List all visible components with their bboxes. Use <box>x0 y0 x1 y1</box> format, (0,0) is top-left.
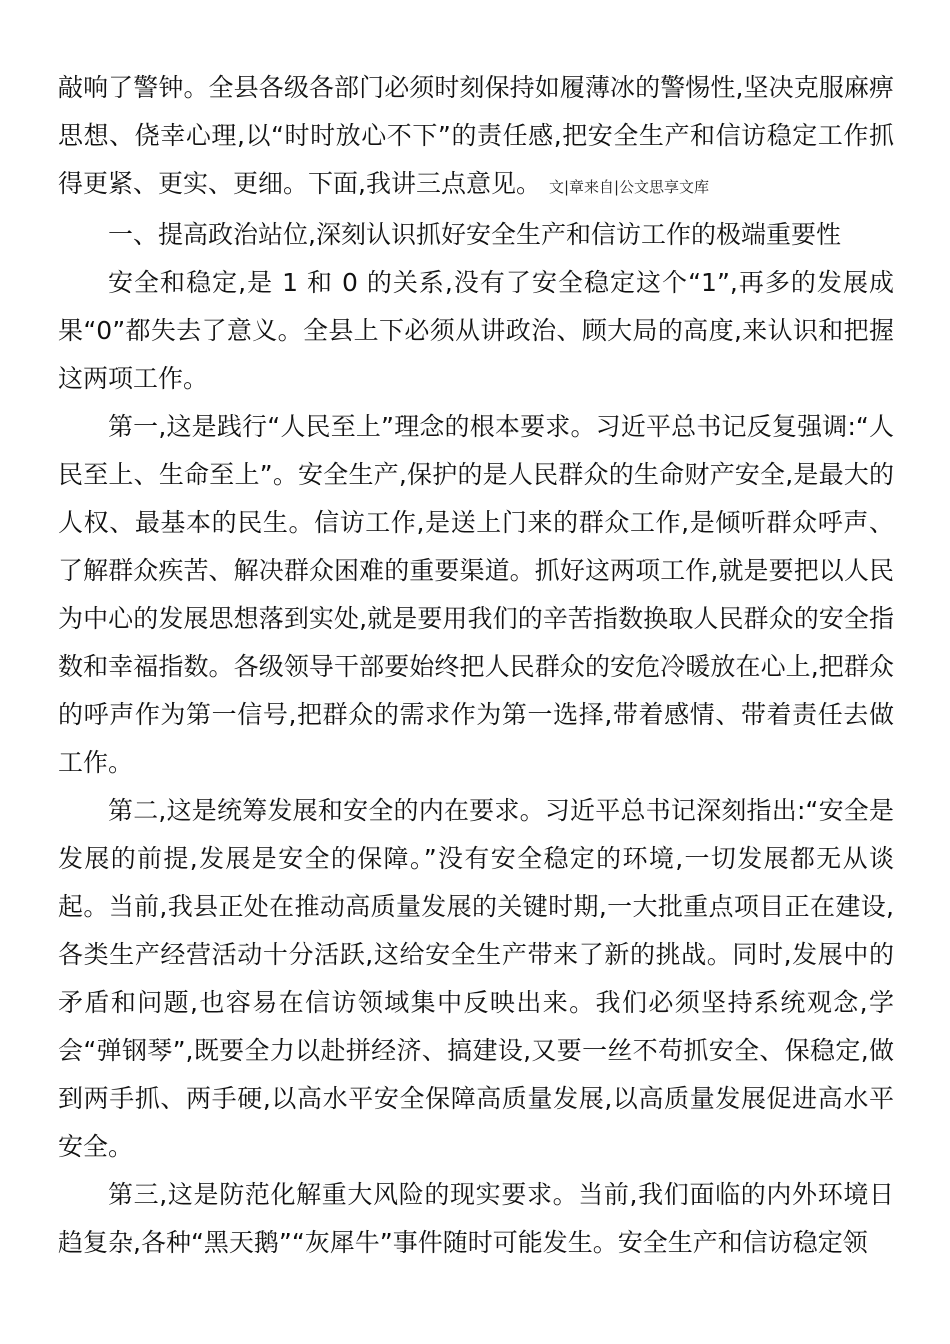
paragraph-point-three: 第三,这是防范化解重大风险的现实要求。当前,我们面临的内外环境日趋复杂,各种“黑天鹅”“灰犀牛”事件随时可能发生。安全生产和信访稳定领 <box>58 1180 894 1257</box>
paragraph-safety-stability: 安全和稳定,是 1 和 0 的关系,没有了安全稳定这个“1”,再多的发展成果“0”都失去了意义。全县上下必须从讲政治、顾大局的高度,来认识和把握这两项工作。 <box>58 268 894 393</box>
paragraph-point-two: 第二,这是统筹发展和安全的内在要求。习近平总书记深刻指出:“安全是发展的前提,发展是安全的保障。”没有安全稳定的环境,一切发展都无从谈起。当前,我县正处在推动高质量发展的关键时期,一大批重点项目正在建设,各类生产经营活动十分活跃,这给安全生产带来了新的挑战。同时,发展中的矛盾和问题,也容易在信访领域集中反映出来。我们必须坚持系统观念,学会“弹钢琴”,既要全力以赴拼经济、搞建设,又要一丝不苟抓安全、保稳定,做到两手抓、两手硬,以高水平安全保障高质量发展,以高质量发展促进高水平安全。 <box>58 796 894 1161</box>
section-heading-1: 一、提高政治站位,深刻认识抓好安全生产和信访工作的极端重要性 <box>108 220 841 249</box>
paragraph-intro-text: 敲响了警钟。全县各级各部门必须时刻保持如履薄冰的警惕性,坚决克服麻痹思想、侥幸心理,以“时时放心不下”的责任感,把安全生产和信访稳定工作抓得更紧、更实、更细。下面,我讲三点意见。 <box>58 73 894 198</box>
document-page <box>58 64 894 1267</box>
paragraph-intro <box>58 64 894 211</box>
paragraph-point-one: 第一,这是践行“人民至上”理念的根本要求。习近平总书记反复强调:“人民至上、生命至上”。安全生产,保护的是人民群众的生命财产安全,是最大的人权、最基本的民生。信访工作,是送上门来的群众工作,是倾听群众呼声、了解群众疾苦、解决群众困难的重要渠道。抓好这两项工作,就是要把以人民为中心的发展思想落到实处,就是要用我们的辛苦指数换取人民群众的安全指数和幸福指数。各级领导干部要始终把人民群众的安危冷暖放在心上,把群众的呼声作为第一信号,把群众的需求作为第一选择,带着感情、带着责任去做工作。 <box>58 412 894 777</box>
watermark-text: 文|章来自|公文思享文库 <box>548 178 710 196</box>
